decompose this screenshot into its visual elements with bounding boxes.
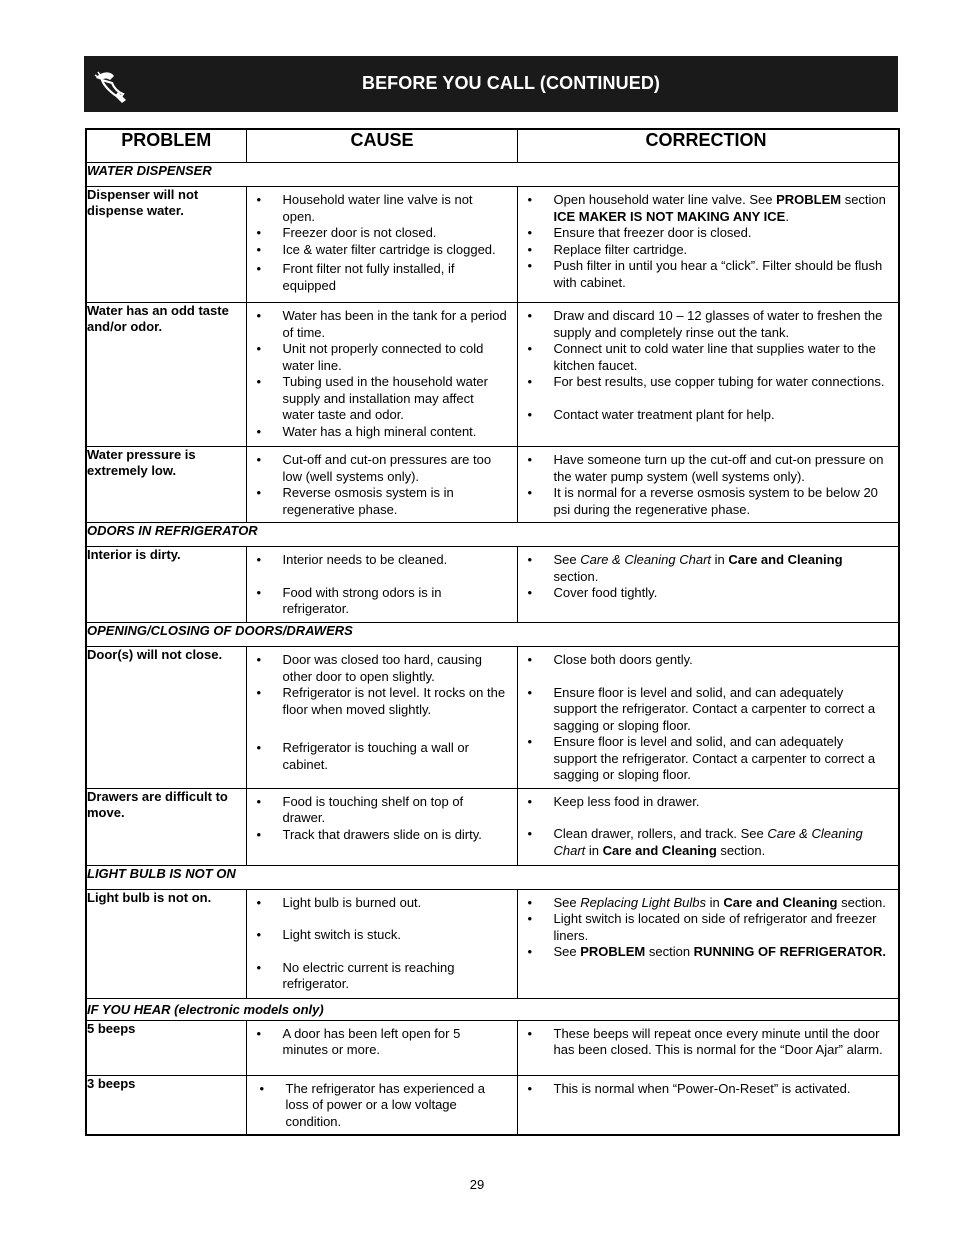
cause-item: • Door was closed too hard, causing other door to open slightly. [247,652,509,685]
problem-cell: 3 beeps [86,1075,246,1135]
correction-cell [517,1075,899,1135]
cause-cell [246,647,517,789]
cause-item: • Reverse osmosis system is in regenerative phase. [247,485,509,518]
column-header-correction: CORRECTION [517,129,899,163]
correction-cell [517,547,899,623]
section-row [86,523,899,547]
cause-item: • The refrigerator has experienced a loss of power or a low voltage condition. [250,1081,509,1131]
correction-item: • Contact water treatment plant for help. [518,407,891,424]
problem-cell: Door(s) will not close. [86,647,246,789]
cause-item: • Unit not properly connected to cold water line. [247,341,509,374]
cause-cell [246,447,517,523]
correction-cell [517,187,899,303]
cause-item: • Interior needs to be cleaned. [247,552,509,569]
cause-cell [246,1020,517,1075]
cause-item: • Ice & water filter cartridge is clogged. [247,242,509,259]
correction-item: • Ensure floor is level and solid, and can adequately support the refrigerator. Contact a carpenter to correct a sagging or sloping floor. [518,685,891,735]
section-title: IF YOU HEAR (electronic models only) [86,998,899,1020]
page-title: BEFORE YOU CALL (CONTINUED) [361,73,661,93]
correction-cell [517,303,899,447]
correction-item: • Cover food tightly. [518,585,891,602]
cause-item: • Household water line valve is not open. [247,192,509,225]
table-header-row [86,129,899,163]
section-title: OPENING/CLOSING OF DOORS/DRAWERS [86,623,899,647]
correction-item: • Push filter in until you hear a “click”. Filter should be flush with cabinet. [518,258,891,291]
cause-item: • Light bulb is burned out. [247,895,509,912]
problem-cell: Water pressure is extremely low. [86,447,246,523]
cause-cell [246,187,517,303]
table-row [86,647,899,789]
problem-cell: 5 beeps [86,1020,246,1075]
table-row [86,547,899,623]
correction-item: • Close both doors gently. [518,652,891,669]
correction-item: • Light switch is located on side of refrigerator and freezer liners. [518,911,891,944]
problem-cell: Drawers are difficult to move. [86,788,246,865]
correction-cell [517,889,899,998]
cause-cell [246,788,517,865]
problem-cell: Water has an odd taste and/or odor. [86,303,246,447]
cause-cell [246,889,517,998]
section-title: LIGHT BULB IS NOT ON [86,865,899,889]
correction-item: • See PROBLEM section RUNNING OF REFRIGERATOR. [518,944,891,961]
section-title: WATER DISPENSER [86,163,899,187]
cause-item: • Food with strong odors is in refrigerator. [247,585,509,618]
cause-item: • Cut-off and cut-on pressures are too low (well systems only). [247,452,509,485]
section-row [86,998,899,1020]
cause-item: • Front filter not fully installed, if equipped [247,261,509,294]
cause-item: • Light switch is stuck. [247,927,509,944]
section-row [86,163,899,187]
table-row [86,788,899,865]
correction-item: • See Care & Cleaning Chart in Care and Cleaning section. [518,552,891,585]
table-row [86,447,899,523]
header-banner [84,56,898,112]
correction-cell [517,447,899,523]
column-header-problem: PROBLEM [86,129,246,163]
cause-item: • Water has been in the tank for a period of time. [247,308,509,341]
correction-item: • Keep less food in drawer. [518,794,891,811]
table-row [86,889,899,998]
cause-item: • Track that drawers slide on is dirty. [247,827,509,844]
cause-cell [246,547,517,623]
correction-cell [517,788,899,865]
correction-cell [517,647,899,789]
table-row [86,303,899,447]
cause-item: • A door has been left open for 5 minutes or more. [247,1026,509,1059]
correction-item: • For best results, use copper tubing for water connections. [518,374,891,391]
section-title: ODORS IN REFRIGERATOR [86,523,899,547]
cause-item: • Refrigerator is not level. It rocks on the floor when moved slightly. [247,685,509,718]
table-row [86,1075,899,1135]
section-row [86,623,899,647]
cause-cell [246,303,517,447]
correction-item: • Open household water line valve. See PROBLEM section ICE MAKER IS NOT MAKING ANY ICE. [518,192,891,225]
problem-cell: Dispenser will not dispense water. [86,187,246,303]
cause-item: • Refrigerator is touching a wall or cabinet. [247,740,509,773]
correction-item: • Draw and discard 10 – 12 glasses of water to freshen the supply and completely rinse out the tank. [518,308,891,341]
section-row [86,865,899,889]
cause-item: • Water has a high mineral content. [247,424,509,441]
correction-cell [517,1020,899,1075]
correction-item: • This is normal when “Power-On-Reset” is activated. [518,1081,891,1098]
correction-item: • See Replacing Light Bulbs in Care and Cleaning section. [518,895,891,912]
cause-item: • No electric current is reaching refrigerator. [247,960,509,993]
correction-item: • These beeps will repeat once every minute until the door has been closed. This is normal for the “Door Ajar” alarm. [518,1026,891,1059]
correction-item: • Have someone turn up the cut-off and cut-on pressure on the water pump system (well systems only). [518,452,891,485]
correction-item: • Ensure that freezer door is closed. [518,225,891,242]
correction-item: • Connect unit to cold water line that supplies water to the kitchen faucet. [518,341,891,374]
problem-cell: Interior is dirty. [86,547,246,623]
cause-item: • Food is touching shelf on top of drawer. [247,794,509,827]
problem-cell: Light bulb is not on. [86,889,246,998]
cause-cell [246,1075,517,1135]
table-row [86,1020,899,1075]
correction-item: • Clean drawer, rollers, and track. See Care & Cleaning Chart in Care and Cleaning section. [518,826,891,859]
table-row [86,187,899,303]
correction-item: • Ensure floor is level and solid, and can adequately support the refrigerator. Contact a carpenter to correct a sagging or sloping floor. [518,734,891,784]
cause-item: • Freezer door is not closed. [247,225,509,242]
page-number: 29 [469,1177,485,1192]
cause-item: • Tubing used in the household water supply and installation may affect water taste and odor. [247,374,509,424]
column-header-cause: CAUSE [246,129,517,163]
troubleshooting-table [85,128,900,1136]
correction-item: • It is normal for a reverse osmosis system to be below 20 psi during the regenerative phase. [518,485,891,518]
correction-item: • Replace filter cartridge. [518,242,891,259]
